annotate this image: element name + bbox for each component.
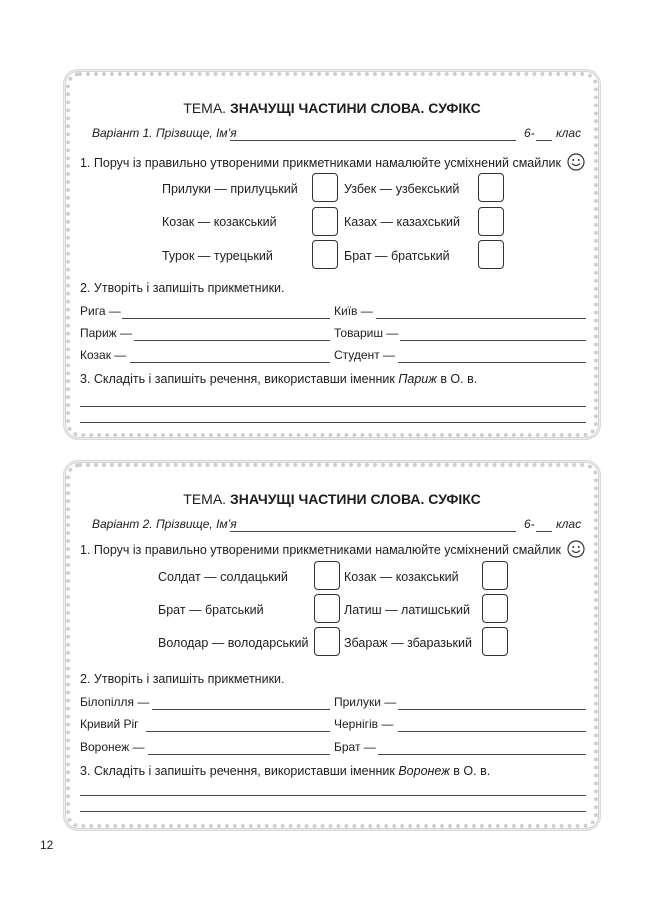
answer-line-left-3[interactable]	[148, 754, 330, 755]
task-1-text: 1. Поруч із правильно утвореними прикметниками намалюйте усміхнений смайлик	[80, 156, 561, 170]
answer-line-left-2[interactable]	[146, 731, 330, 732]
answer-line-right-2[interactable]	[398, 731, 586, 732]
grade-suffix: клас	[556, 517, 582, 531]
variant-label: Варіант 2. Прізвище, Ім’я	[92, 517, 237, 531]
grade-suffix: клас	[556, 126, 582, 140]
word-right-1: Київ —	[334, 304, 373, 318]
smiley-icon	[567, 540, 585, 558]
answer-box-right-2[interactable]	[482, 594, 508, 623]
pair-left-3: Володар — володарський	[158, 636, 309, 650]
worksheet-variant-2	[66, 463, 598, 828]
sentence-line-2[interactable]	[80, 422, 586, 423]
sentence-line-1[interactable]	[80, 795, 586, 796]
word-left-1: Рига —	[80, 304, 121, 318]
answer-box-left-1[interactable]	[312, 173, 338, 202]
pair-right-3: Збараж — збаразький	[344, 636, 472, 650]
title-main: ЗНАЧУЩІ ЧАСТИНИ СЛОВА. СУФІКС	[229, 491, 481, 507]
answer-box-right-1[interactable]	[482, 561, 508, 590]
task-3	[80, 372, 477, 386]
word-left-3: Воронеж —	[80, 740, 145, 754]
word-right-3: Брат —	[334, 740, 376, 754]
word-right-1: Прилуки —	[334, 695, 397, 709]
task-1	[80, 153, 585, 171]
pair-right-2: Казах — казахський	[344, 215, 461, 229]
word-right-2: Товариш —	[334, 326, 399, 340]
answer-line-right-1[interactable]	[376, 318, 586, 319]
word-right-2: Чернігів —	[334, 717, 394, 731]
grade-line[interactable]	[536, 140, 552, 141]
task-2: 2. Утворіть і запишіть прикметники.	[80, 281, 285, 295]
pair-right-3: Брат — братський	[344, 249, 450, 263]
title-prefix: ТЕМА.	[183, 100, 227, 116]
task-1-text: 1. Поруч із правильно утвореними прикметниками намалюйте усміхнений смайлик	[80, 543, 561, 557]
name-line[interactable]	[230, 140, 516, 141]
answer-line-right-3[interactable]	[398, 362, 586, 363]
answer-line-left-2[interactable]	[134, 340, 330, 341]
sentence-line-2[interactable]	[80, 811, 586, 812]
pair-left-2: Брат — братський	[158, 603, 264, 617]
page-number: 12	[40, 838, 54, 852]
answer-line-right-1[interactable]	[398, 709, 586, 710]
answer-box-left-2[interactable]	[312, 207, 338, 236]
pair-left-1: Солдат — солдацький	[158, 570, 288, 584]
answer-line-left-1[interactable]	[152, 709, 330, 710]
name-line[interactable]	[230, 531, 516, 532]
pair-left-3: Турок — турецький	[162, 249, 273, 263]
pair-left-2: Козак — козакський	[162, 215, 277, 229]
answer-line-right-3[interactable]	[378, 754, 586, 755]
word-left-2: Кривий Ріг	[80, 717, 139, 731]
answer-line-left-3[interactable]	[130, 362, 330, 363]
answer-line-right-2[interactable]	[400, 340, 586, 341]
answer-box-left-1[interactable]	[314, 561, 340, 590]
word-left-1: Білопілля —	[80, 695, 150, 709]
variant-label: Варіант 1. Прізвище, Ім’я	[92, 126, 237, 140]
pair-right-1: Козак — козакський	[344, 570, 459, 584]
task-3-text: 3. Складіть і запишіть речення, використавши іменник	[80, 372, 399, 386]
grade-prefix: 6-	[524, 517, 535, 531]
answer-box-right-1[interactable]	[478, 173, 504, 202]
pair-right-2: Латиш — латишський	[344, 603, 470, 617]
pair-left-1: Прилуки — прилуцький	[162, 182, 298, 196]
task-3-noun: Париж	[398, 372, 437, 386]
worksheet-title	[72, 491, 592, 507]
task-2: 2. Утворіть і запишіть прикметники.	[80, 672, 285, 686]
word-left-3: Козак —	[80, 348, 127, 362]
worksheet-title	[72, 100, 592, 116]
answer-line-left-1[interactable]	[122, 318, 330, 319]
answer-box-left-3[interactable]	[314, 627, 340, 656]
grade-prefix: 6-	[524, 126, 535, 140]
answer-box-left-3[interactable]	[312, 240, 338, 269]
task-3-text: 3. Складіть і запишіть речення, використавши іменник	[80, 764, 399, 778]
worksheet-variant-1	[66, 72, 598, 437]
pair-right-1: Узбек — узбекський	[344, 182, 460, 196]
task-3-suffix: в О. в.	[449, 764, 491, 778]
sentence-line-1[interactable]	[80, 406, 586, 407]
word-left-2: Париж —	[80, 326, 133, 340]
task-3-suffix: в О. в.	[436, 372, 478, 386]
smiley-icon	[567, 153, 585, 171]
task-3	[80, 764, 490, 778]
answer-box-right-2[interactable]	[478, 207, 504, 236]
word-right-3: Студент —	[334, 348, 396, 362]
grade-line[interactable]	[536, 531, 552, 532]
title-main: ЗНАЧУЩІ ЧАСТИНИ СЛОВА. СУФІКС	[229, 100, 481, 116]
answer-box-right-3[interactable]	[478, 240, 504, 269]
task-1	[80, 540, 585, 558]
answer-box-left-2[interactable]	[314, 594, 340, 623]
task-3-noun: Воронеж	[398, 764, 450, 778]
title-prefix: ТЕМА.	[183, 491, 227, 507]
answer-box-right-3[interactable]	[482, 627, 508, 656]
